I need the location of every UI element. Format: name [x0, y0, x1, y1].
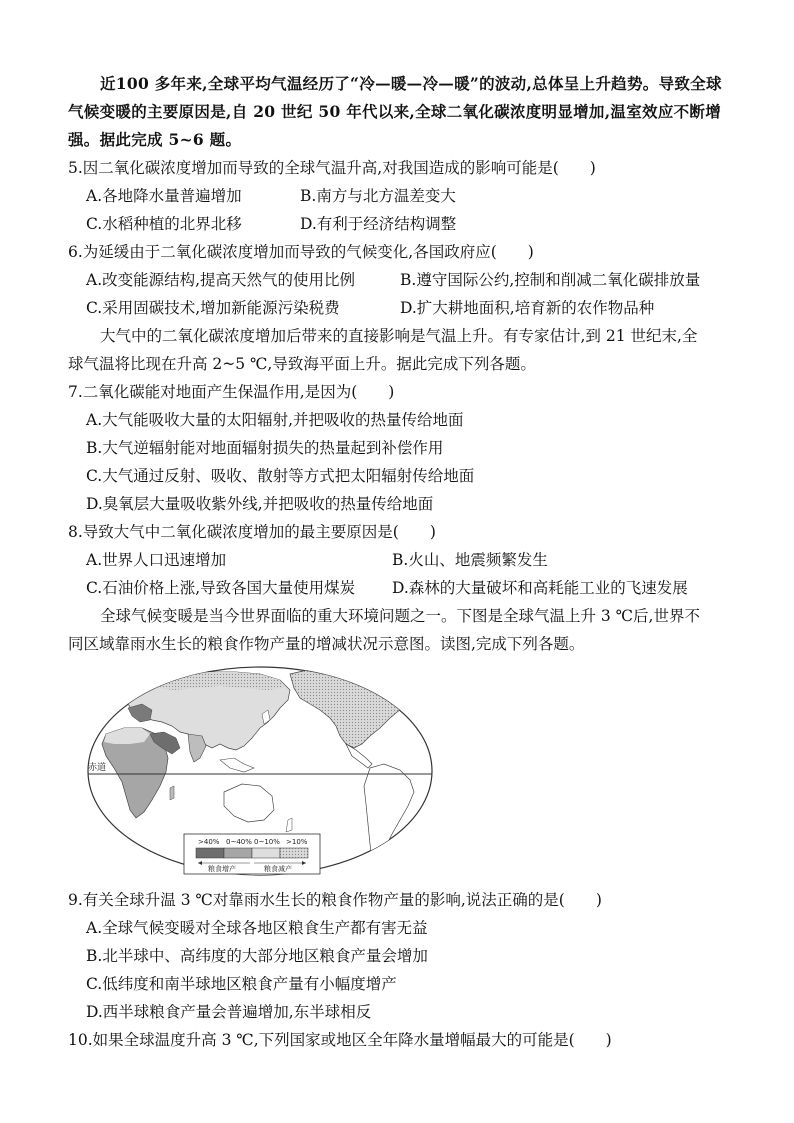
legend-c2: 0~40%: [226, 838, 252, 846]
q6-option-a: A.改变能源结构,提高天然气的使用比例: [86, 271, 356, 289]
q7-option-c: C.大气通过反射、吸收、散射等方式把太阳辐射传给地面: [86, 467, 475, 485]
q5-option-b: B.南方与北方温差变大: [300, 187, 456, 205]
madagascar-landmass: [170, 786, 174, 800]
passage3-line2: 同区域靠雨水生长的粮食作物产量的增减状况示意图。读图,完成下列各题。: [68, 635, 585, 653]
q7-option-b: B.大气逆辐射能对地面辐射损失的热量起到补偿作用: [86, 439, 444, 457]
q6-option-b: B.遵守国际公约,控制和削减二氧化碳排放量: [400, 271, 701, 289]
q9-option-c: C.低纬度和南半球地区粮食产量有小幅度增产: [86, 975, 397, 993]
legend-c3: 0~10%: [254, 838, 280, 846]
legend-c1: >40%: [198, 838, 220, 846]
legend-swatch-decrease-high: [280, 848, 308, 858]
q5-option-c: C.水稻种植的北界北移: [86, 215, 242, 233]
legend-decrease-label: 粮食减产: [264, 865, 292, 873]
q10-stem: 10.如果全球温度升高 3 ℃,下列国家或地区全年降水量增幅最大的可能是( ): [68, 1031, 612, 1049]
passage2-line1: 大气中的二氧化碳浓度增加后带来的直接影响是气温上升。有专家估计,到 21 世纪末,全: [100, 327, 698, 345]
q8-option-d: D.森林的大量破坏和高耗能工业的飞速发展: [392, 579, 688, 597]
q6-stem: 6.为延缓由于二氧化碳浓度增加而导致的气候变化,各国政府应( ): [68, 243, 534, 261]
greenland-landmass: [384, 666, 420, 684]
q5-stem: 5.因二氧化碳浓度增加而导致的全球气温升高,对我国造成的影响可能是( ): [68, 159, 596, 177]
legend-increase-label: 粮食增产: [208, 865, 236, 873]
passage3-line1: 全球气候变暖是当今世界面临的重大环境问题之一。下图是全球气温上升 3 ℃后,世界不: [100, 607, 700, 625]
passage1-line3: 强。据此完成 5~6 题。: [68, 130, 242, 149]
passage1-line1: 近100 多年来,全球平均气温经历了“冷—暖—冷—暖”的波动,总体呈上升趋势。导致全球: [100, 74, 722, 93]
q7-stem: 7.二氧化碳能对地面产生保温作用,是因为( ): [68, 383, 395, 401]
legend-swatch-decrease-low: [252, 848, 280, 858]
legend-c4: >10%: [286, 838, 308, 846]
q6-option-c: C.采用固碳技术,增加新能源污染税费: [86, 299, 340, 317]
q8-option-c: C.石油价格上涨,导致各国大量使用煤炭: [86, 579, 356, 597]
q6-option-d: D.扩大耕地面积,培育新的农作物品种: [400, 299, 655, 317]
map-legend: [184, 834, 320, 874]
passage2-line2: 球气温将比现在升高 2~5 ℃,导致海平面上升。据此完成下列各题。: [68, 355, 536, 373]
q8-option-b: B.火山、地震频繁发生: [392, 551, 548, 569]
q5-option-a: A.各地降水量普遍增加: [86, 187, 242, 205]
legend-swatch-increase-low: [224, 848, 252, 858]
q5-option-d: D.有利于经济结构调整: [300, 215, 457, 233]
q7-option-d: D.臭氧层大量吸收紫外线,并把吸收的热量传给地面: [86, 495, 434, 513]
q9-option-a: A.全球气候变暖对全球各地区粮食生产都有害无益: [86, 919, 428, 937]
q9-option-d: D.西半球粮食产量会普遍增加,东半球相反: [86, 1003, 372, 1021]
legend-swatch-increase-high: [196, 848, 224, 858]
q8-stem: 8.导致大气中二氧化碳浓度增加的最主要原因是( ): [68, 523, 436, 541]
q9-stem: 9.有关全球升温 3 ℃对靠雨水生长的粮食作物产量的影响,说法正确的是( ): [68, 891, 602, 909]
passage1-line2: 气候变暖的主要原因是,自 20 世纪 50 年代以来,全球二氧化碳浓度明显增加,温室效应不断增: [68, 102, 722, 121]
q9-option-b: B.北半球中、高纬度的大部分地区粮食产量会增加: [86, 947, 428, 965]
equator-label: 赤道: [88, 763, 107, 773]
world-map-figure: [84, 664, 436, 878]
q7-option-a: A.大气能吸收大量的太阳辐射,并把吸收的热量传给地面: [86, 411, 464, 429]
q8-option-a: A.世界人口迅速增加: [86, 551, 227, 569]
